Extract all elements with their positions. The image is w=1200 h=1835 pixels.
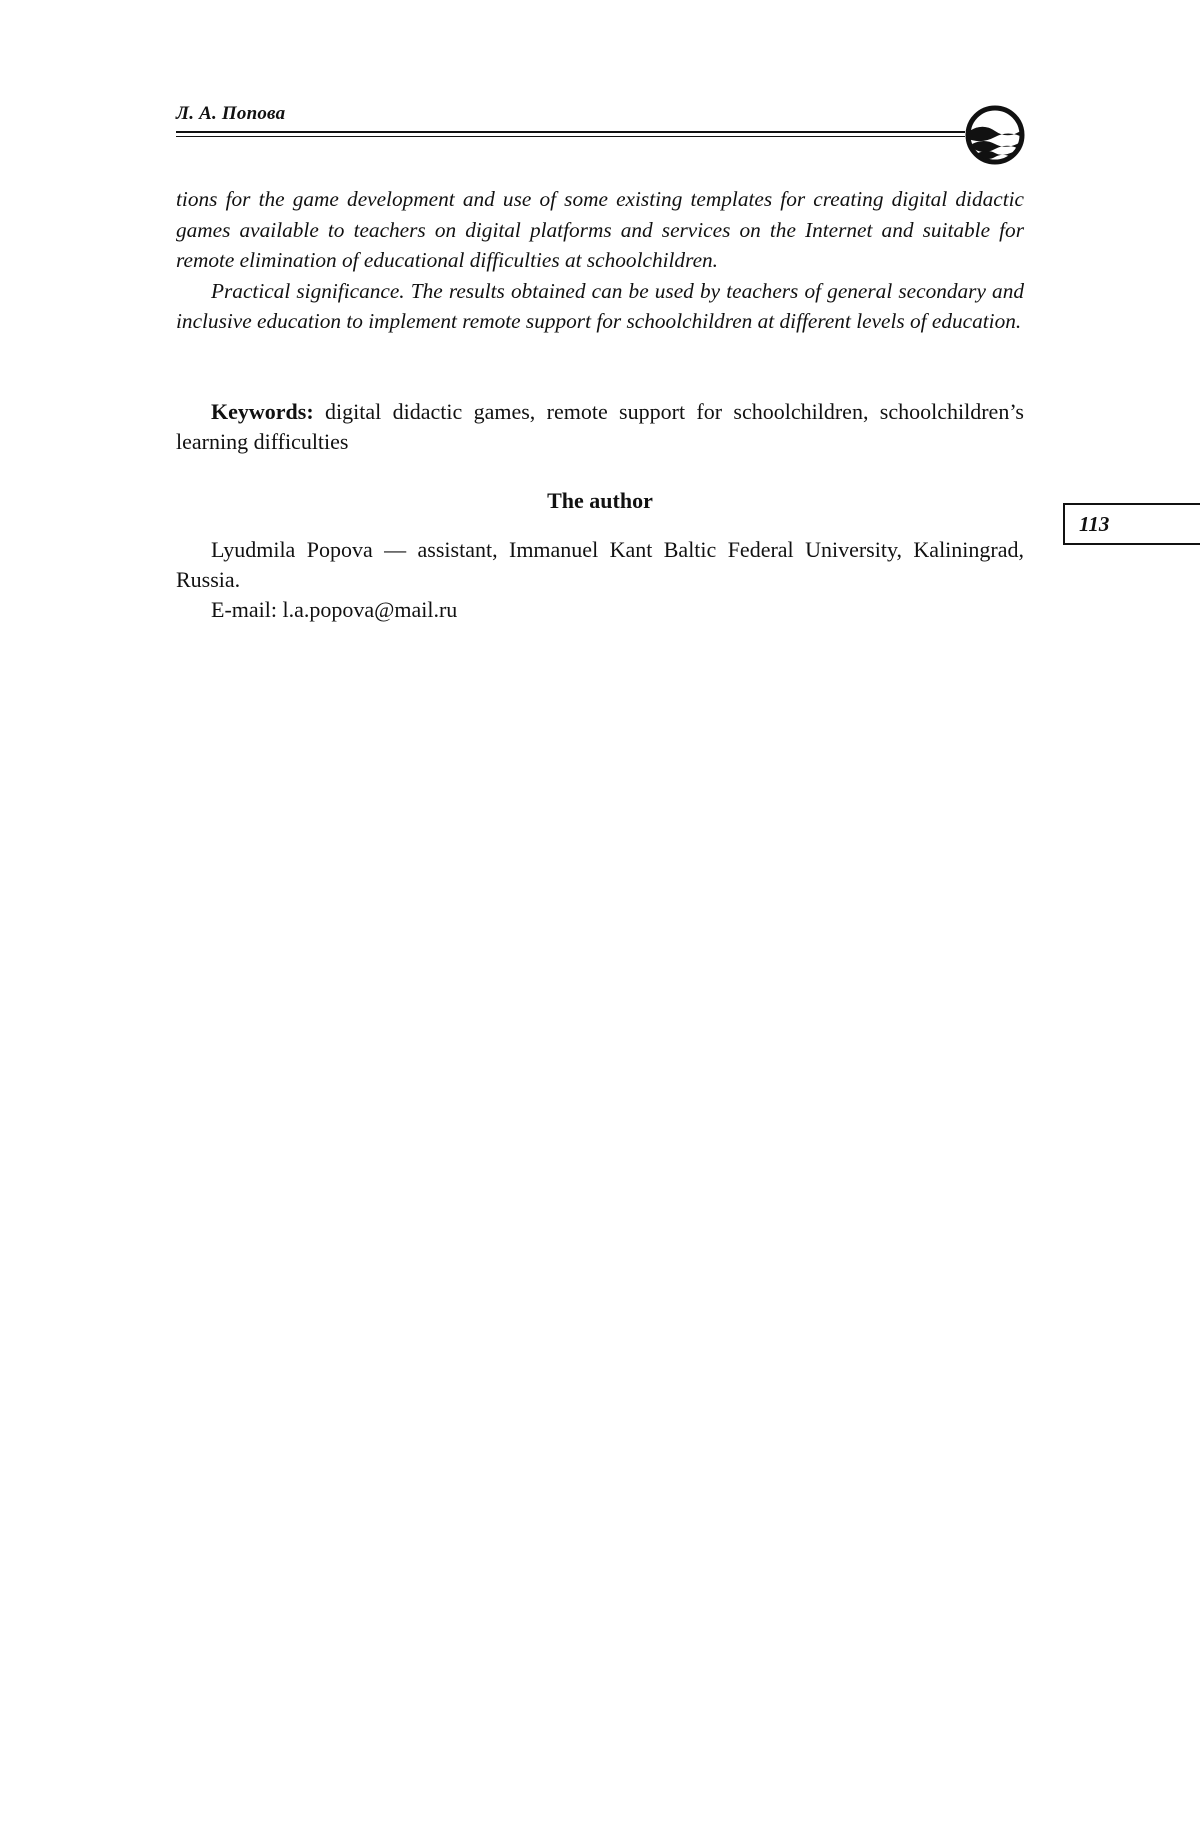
keywords-paragraph <box>176 397 1024 457</box>
running-head: Л. А. Попова <box>176 103 286 124</box>
keywords-text: digital didactic games, remote support for schoolchildren, schoolchildren’s learning difficulties <box>176 399 1024 454</box>
author-bio: Lyudmila Popova — assistant, Immanuel Kant Baltic Federal University, Kaliningrad, Russia. <box>176 537 1024 592</box>
abstract-paragraph: tions for the game development and use of some existing templates for creating digital didactic games available to teachers on digital platforms and services on the Internet and suitable for remote elimination of educational difficulties at schoolchildren. <box>176 187 1024 272</box>
keywords-block <box>176 397 1024 457</box>
header-rule-thick <box>176 131 965 133</box>
author-heading: The author <box>547 488 653 513</box>
keywords-label: Keywords: <box>211 399 314 424</box>
practical-significance-paragraph: Practical significance. The results obtained can be used by teachers of general secondary and inclusive education to implement remote support for schoolchildren at different levels of education. <box>176 278 1024 333</box>
page-number-tab <box>1063 503 1200 545</box>
page-number: 113 <box>1079 512 1110 536</box>
author-info <box>176 535 1024 625</box>
header-rule-thin <box>176 136 965 137</box>
author-email: E-mail: l.a.popova@mail.ru <box>211 597 458 622</box>
abstract-continuation <box>176 184 1024 337</box>
wave-circle-logo-icon <box>964 104 1026 166</box>
